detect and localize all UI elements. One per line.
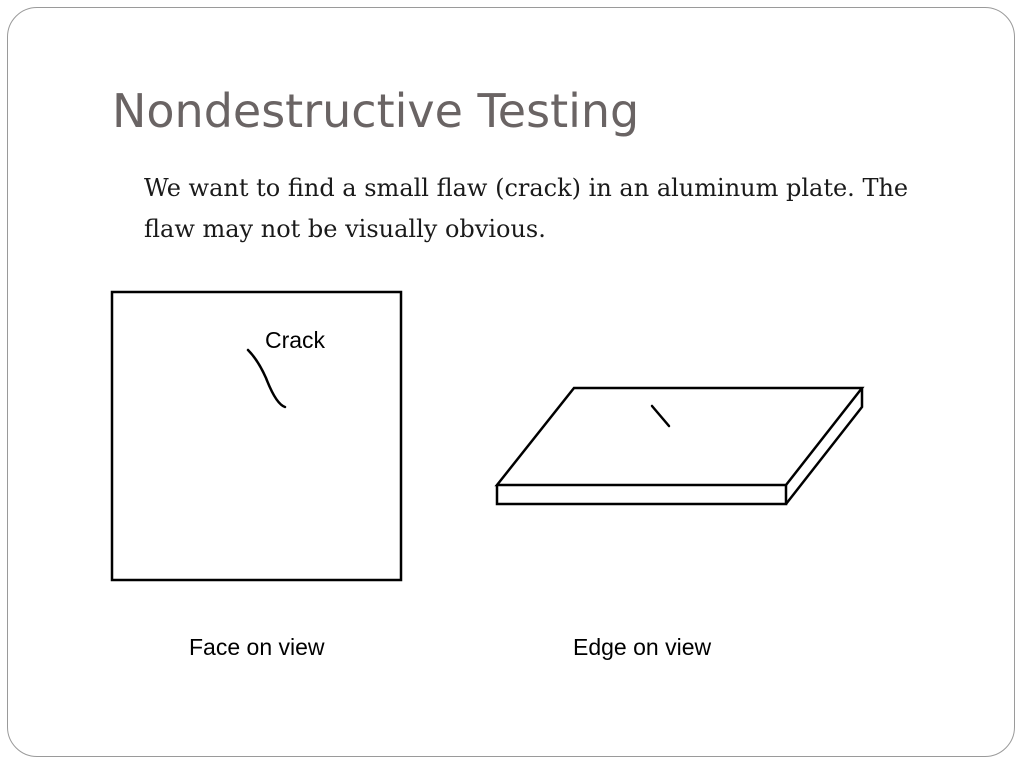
face-view-plate [112, 292, 401, 580]
slide-title: Nondestructive Testing [112, 84, 640, 138]
face-view-crack [248, 350, 285, 407]
edge-view-crack [652, 406, 669, 426]
slide-body-text: We want to find a small flaw (crack) in an aluminum plate. The flaw may not be visually obvious. [144, 174, 909, 243]
edge-view-caption: Edge on view [573, 634, 712, 660]
face-view-caption: Face on view [189, 634, 325, 660]
crack-label: Crack [265, 327, 326, 353]
edge-view-plate [497, 388, 862, 504]
